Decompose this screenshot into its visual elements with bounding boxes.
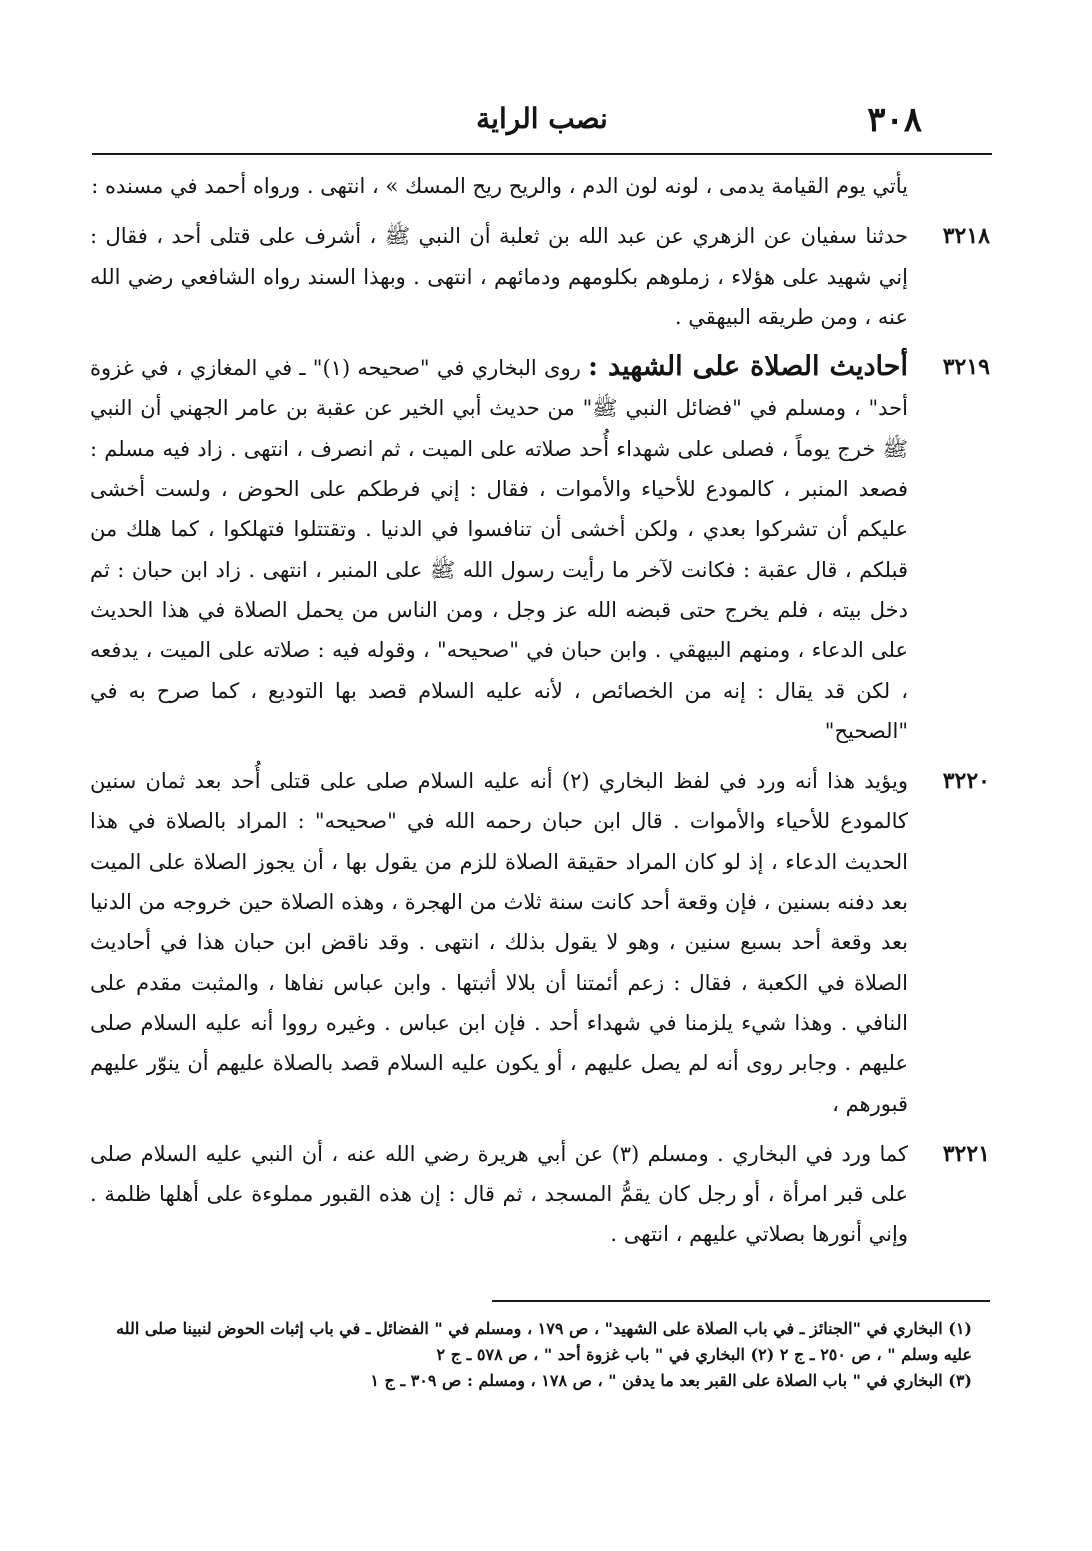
footnotes <box>92 1316 972 1394</box>
paragraph-text: حدثنا سفيان عن الزهري عن عبد الله بن ثعلبة أن النبي ﷺ ، أشرف على قتلى أحد ، فقال : إني شهيد على هؤلاء ، زملوهم بكلومهم ودمائهم ، انتهى . وبهذا السند رواه الشافعي رضي الله عنه ، ومن طريقه البيهقي . <box>90 224 908 329</box>
footnote-rule <box>492 1300 990 1302</box>
paragraph-text: ويؤيد هذا أنه ورد في لفظ البخاري (٢) أنه عليه السلام صلى على قتلى أُحد بعد ثمان سنين كالمودع للأحياء والأموات . قال ابن حبان رحمه الله في "صحيحه" : المراد بالصلاة في هذا الحديث الدعاء ، إذ لو كان المراد حقيقة الصلاة للزم من يقول بها ، أن يجوز الصلاة على الميت بعد دفنه بسنين ، فإن وقعة أحد كانت سنة ثلاث من الهجرة ، وهذه الصلاة حين خروجه من الدنيا بعد وقعة أحد بسبع سنين ، وهو لا يقول بذلك ، انتهى . وقد ناقض ابن حبان هذا في أحاديث الصلاة في الكعبة ، فقال : زعم أئمتنا أن بلالا أثبتها . وابن عباس نفاها ، والمثبت مقدم على النافي . وهذا شيء يلزمنا في شهداء أحد . فإن ابن عباس . وغيره رووا أنه عليه السلام صلى عليهم . وجابر روى أنه لم يصل عليهم ، أو يكون عليه السلام قصد بالصلاة عليهم أن ينوّر عليهم قبورهم ، <box>90 769 908 1116</box>
paragraph-text: كما ورد في البخاري . ومسلم (٣) عن أبي هريرة رضي الله عنه ، أن النبي عليه السلام صلى على قبر امرأة ، أو رجل كان يقمُّ المسجد ، ثم قال : إن هذه القبور مملوءة على أهلها ظلمة . وإني أنورها بصلاتي عليهم ، انتهى . <box>90 1141 908 1247</box>
main-text <box>90 166 990 1265</box>
hadith-number: ٣٢٢٠ <box>942 768 990 795</box>
paragraph-text: يأتي يوم القيامة يدمى ، لونه لون الدم ، والريح ريح المسك » ، انتهى . ورواه أحمد في مسنده : <box>91 174 908 198</box>
page-header <box>92 100 992 148</box>
page-number: ٣٠٨ <box>867 100 922 140</box>
footnote: (٣) البخاري في " باب الصلاة على القبر بعد ما يدفن " ، ص ١٧٨ ، ومسلم : ص ٣٠٩ ـ ج ١ <box>370 1371 972 1390</box>
section-heading: أحاديث الصلاة على الشهيد : <box>588 351 908 383</box>
hadith-number: ٣٢١٩ <box>942 354 990 381</box>
hadith-paragraph-3221 <box>90 1134 990 1255</box>
header-rule <box>92 153 992 155</box>
paragraph-continued <box>90 166 990 206</box>
hadith-paragraph-3220 <box>90 761 990 1124</box>
paragraph-text: روى البخاري في "صحيحه (١)" ـ في المغازي ، في غزوة أحد" ، ومسلم في "فضائل النبي ﷺ" من حديث أبي الخير عن عقبة بن عامر الجهني أن النبي ﷺ خرج يوماً ، فصلى على شهداء أُحد صلاته على الميت ، ثم انصرف ، انتهى . زاد فيه مسلم : فصعد المنبر ، كالمودع للأحياء والأموات ، فقال : إني فرطكم على الحوض ، ولست أخشى عليكم أن تشركوا بعدي ، ولكن أخشى أن تنافسوا في الدنيا . وتقتتلوا فتهلكوا ، كما هلك من قبلكم ، قال عقبة : فكانت لآخر ما رأيت رسول الله ﷺ على المنبر ، انتهى . زاد ابن حبان : ثم دخل بيته ، فلم يخرج حتى قبضه الله عز وجل ، ومن الناس من يحمل الصلاة في هذا الحديث على الدعاء ، ومنهم البيهقي . وابن حبان في "صحيحه" ، وقوله فيه : صلاته على الميت ، يدفعه ، لكن قد يقال : إنه من الخصائص ، لأنه عليه السلام قصد بها التوديع ، كما صرح به في "الصحيح" <box>90 356 908 743</box>
hadith-paragraph-3219 <box>90 347 990 751</box>
hadith-number: ٣٢١٨ <box>942 223 990 250</box>
running-title: نصب الراية <box>476 102 608 135</box>
hadith-number: ٣٢٢١ <box>942 1140 990 1167</box>
hadith-paragraph-3218 <box>90 216 990 337</box>
footnote: (١) البخاري في "الجنائز ـ في باب الصلاة على الشهيد" ، ص ١٧٩ ، ومسلم في " الفضائل ـ في باب إثبات الحوض لنبينا صلى الله عليه وسلم " ، ص ٢٥٠ ـ ج ٢ (٢) البخاري في " باب غزوة أحد " ، ص ٥٧٨ ـ ج ٢ <box>116 1319 972 1364</box>
